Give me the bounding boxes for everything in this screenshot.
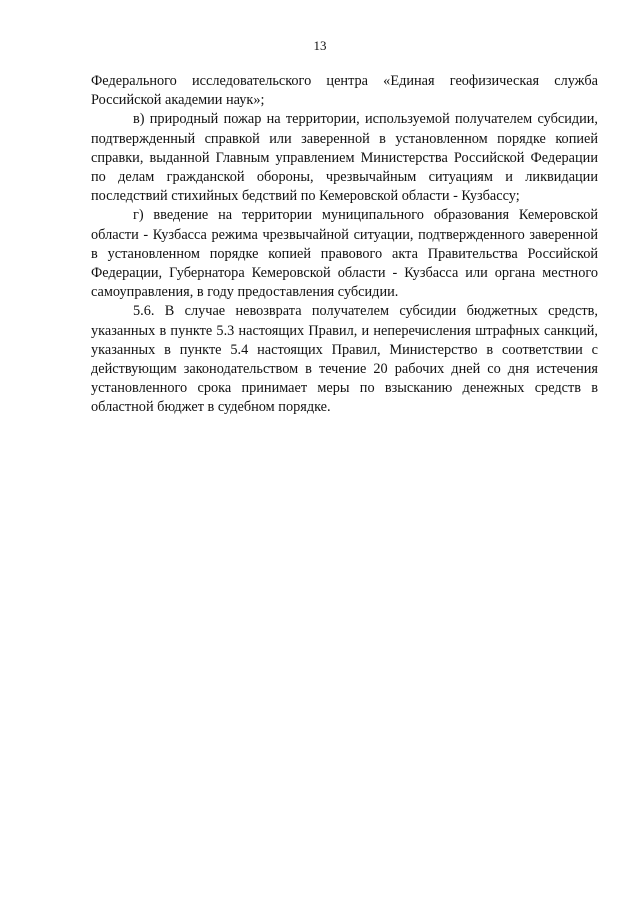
paragraph-clause-5-6: 5.6. В случае невозврата получателем субсидии бюджетных средств, указанных в пункте 5.3 настоящих Правил, и неперечисления штрафных санкций, указанных в пункте 5.4 настоящих Правил, Министерство в соответствии с действующим законодательством в течение 20 рабочих дней со дня истечения установленного срока принимает меры по взысканию денежных средств в областной бюджет в судебном порядке. (91, 303, 598, 416)
page-number: 13 (313, 38, 327, 53)
paragraph-item-g: г) введение на территории муниципального образования Кемеровской области - Кузбасса режима чрезвычайной ситуации, подтвержденного заверенной в установленном порядке копией правового акта Правительства Российской Федерации, Губернатора Кемеровской области - Кузбасса или органа местного самоуправления, в году предоставления субсидии. (91, 207, 598, 301)
paragraph-item-v: в) природный пожар на территории, используемой получателем субсидии, подтвержденный справкой или заверенной в установленном порядке копией справки, выданной Главным управлением Министерства Российской Федерации по делам гражданской обороны, чрезвычайным ситуациям и ликвидации последствий стихийных бедствий по Кемеровской области - Кузбассу; (91, 111, 598, 205)
document-body (91, 72, 598, 418)
paragraph-continuation: Федерального исследовательского центра «Единая геофизическая служба Российской академии наук»; (91, 73, 598, 109)
